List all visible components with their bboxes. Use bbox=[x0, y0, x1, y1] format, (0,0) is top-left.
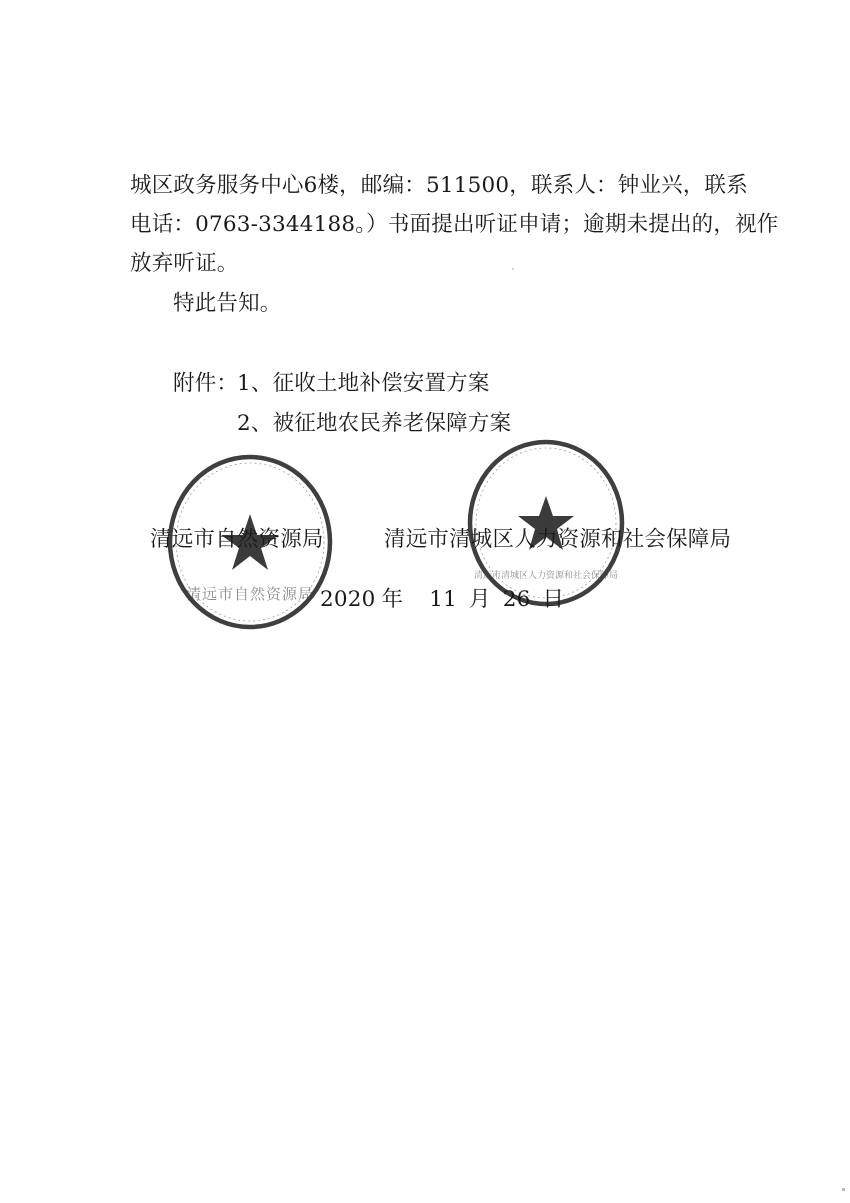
signature-org-2: 清远市清城区人力资源和社会保障局 bbox=[384, 527, 732, 552]
date-day-unit: 日 bbox=[542, 587, 565, 612]
seal-right-text: 清远市清城区人力资源和社会保障局 bbox=[473, 571, 619, 581]
date-year: 2020 bbox=[320, 587, 376, 612]
scan-edge-mark bbox=[842, 1188, 845, 1191]
attachment-item-1: 1、征收土地补偿安置方案 bbox=[237, 371, 490, 396]
date bbox=[320, 586, 564, 614]
body-line-3: 放弃听证。 bbox=[130, 251, 239, 276]
scan-artifact bbox=[512, 268, 514, 270]
body-line-2: 电话：0763-3344188。）书面提出听证申请；逾期未提出的，视作 bbox=[130, 212, 779, 237]
signature-org-1: 清远市自然资源局 bbox=[150, 527, 324, 552]
date-year-unit: 年 bbox=[381, 587, 404, 612]
date-month-unit: 月 bbox=[469, 587, 491, 612]
body-line-1: 城区政务服务中心6楼，邮编：511500，联系人：钟业兴，联系 bbox=[130, 173, 748, 198]
closing-text: 特此告知。 bbox=[173, 291, 282, 316]
seal-right bbox=[465, 438, 627, 608]
attachments-label: 附件： bbox=[173, 371, 239, 396]
date-day: 26 bbox=[502, 587, 531, 612]
seal-left-text: 清远市自然资源局 bbox=[185, 585, 315, 603]
attachment-item-2: 2、被征地农民养老保障方案 bbox=[237, 411, 512, 436]
date-month: 11 bbox=[429, 587, 457, 612]
